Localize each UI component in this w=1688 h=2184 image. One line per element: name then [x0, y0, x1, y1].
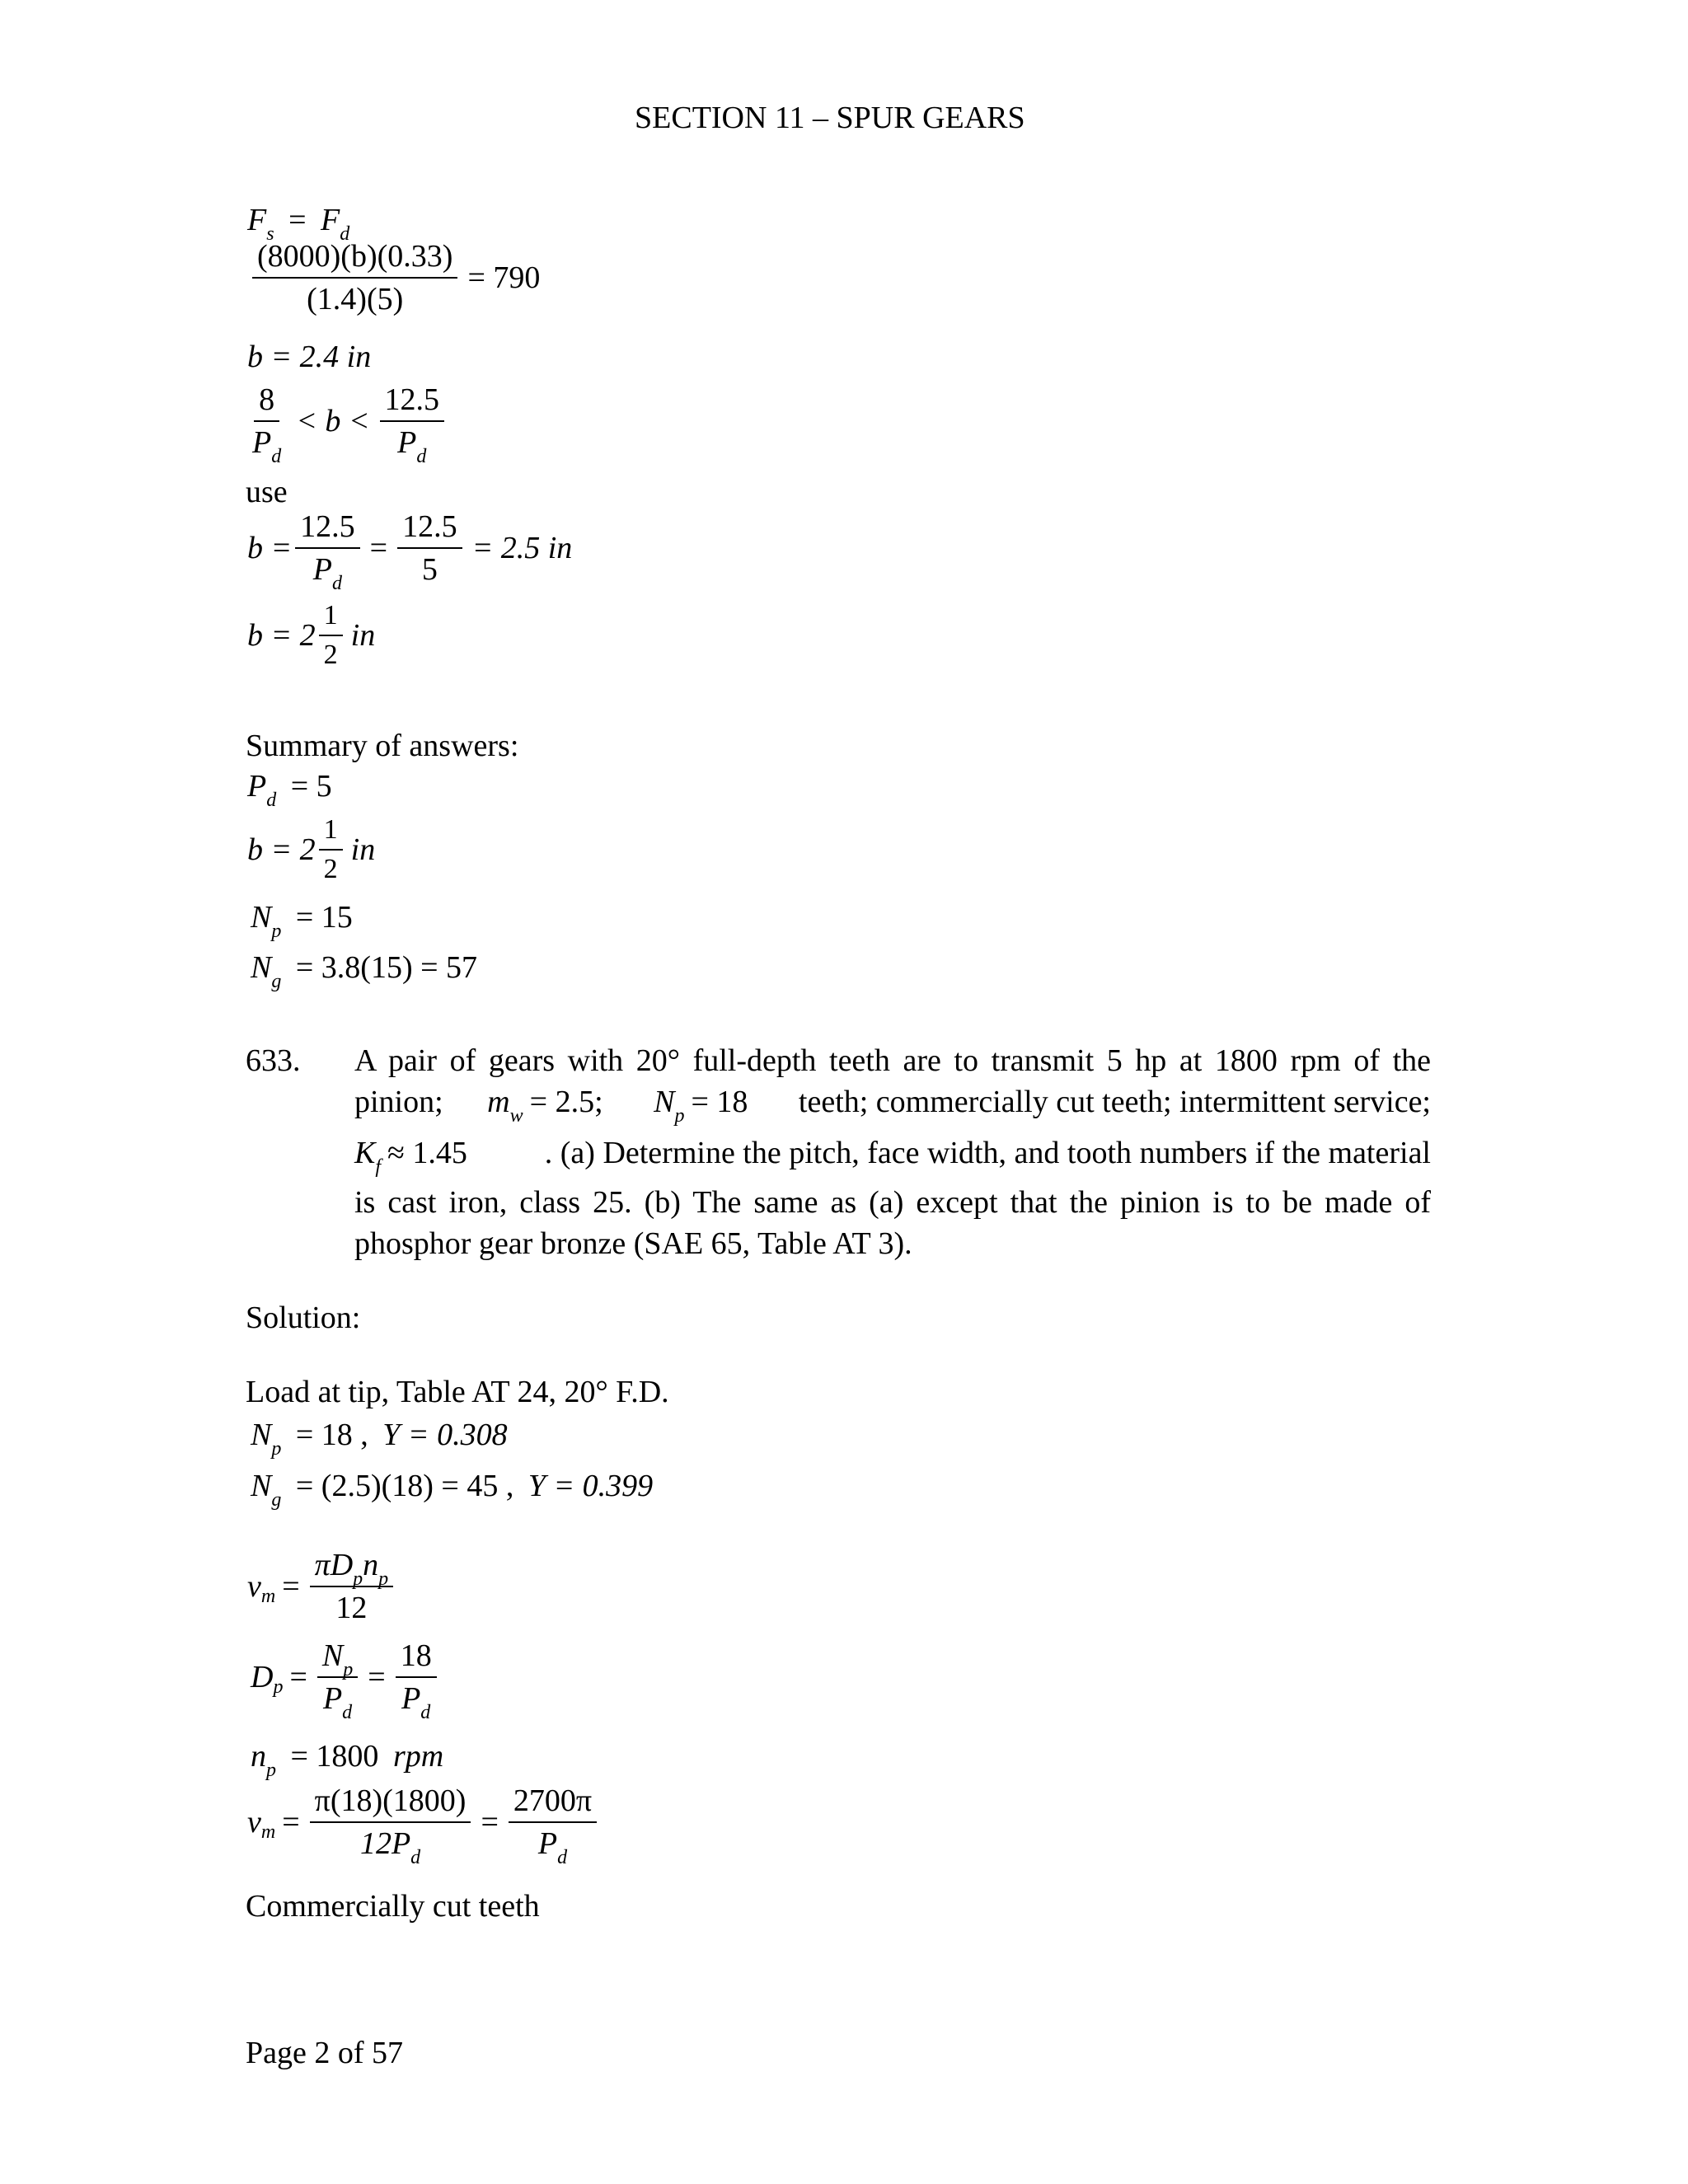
eq-vm: v m = $\frac{\pi D_pn_p}{12}$ [247, 1549, 396, 1624]
solution-np: $N_p = 18$ , Y = 0.308 [251, 1418, 508, 1460]
problem-number: 633. [246, 1043, 301, 1078]
solution-heading: Solution: [246, 1301, 361, 1335]
use-label: use [246, 475, 288, 509]
load-at-tip: Load at tip, Table AT 24, 20° F.D. [246, 1375, 669, 1409]
eq-inequality: $\frac{8}{P_d}$ < b < $\frac{12.5}{P_d}$ [244, 384, 448, 458]
page-header: SECTION 11 – SPUR GEARS [635, 101, 1025, 135]
summary-heading: Summary of answers: [246, 729, 519, 763]
fd-symbol: F [321, 203, 340, 237]
eq-dp: D p = $\frac{N_p}{P_d}$ = $\frac{18}{P_d}$ [251, 1640, 440, 1714]
problem-line-2: pinion; $m_w = 2.5$; $N_p = 18$ teeth; commercially cut teeth; intermittent service; [354, 1085, 1431, 1127]
solution-ng: $N_g = (2.5)(18) = 45$ , Y = 0.399 [251, 1469, 654, 1511]
eq-np-rpm: $n_p = 1800$ rpm [251, 1739, 444, 1781]
page-footer: Page 2 of 57 [246, 2036, 404, 2070]
summary-pd: $P_d = 5$ [247, 769, 332, 811]
eq-fs-fd: $F_s = F_d$ [247, 203, 350, 245]
fs-symbol: F [247, 203, 267, 237]
eq-vm2: v m = $\frac{\pi(18)(1800)}{12P_d}$ = $\frac{2700\pi}{P_d}$ [247, 1785, 600, 1859]
commercially-cut-teeth: Commercially cut teeth [246, 1889, 540, 1924]
summary-b: b = 2 $\frac{1}{2}$ in [247, 814, 376, 884]
eq-fs-expression [249, 241, 546, 315]
summary-ng: $N_g = 3.8(15) = 57$ [251, 950, 478, 992]
problem-line-1: A pair of gears with 20° full-depth teeth are to transmit 5 hp at 1800 rpm of the [354, 1043, 1431, 1078]
problem-line-3: $K_f \approx 1.45$ . (a) Determine the pitch, face width, and tooth numbers if the material [354, 1136, 1431, 1178]
fs-fraction: $\frac{(8000)(b)(0.33)}{(1.4)(5)}$ [252, 241, 457, 315]
problem-line-4: is cast iron, class 25. (b) The same as (a) except that the pinion is to be made of [354, 1185, 1431, 1220]
summary-np: $N_p = 15$ [251, 900, 353, 942]
eq-b-mixed: b = 2 $\frac{1}{2}$ in [247, 600, 376, 670]
problem-line-5: phosphor gear bronze (SAE 65, Table AT 3). [354, 1226, 912, 1261]
eq-b-125: b = $\frac{12.5}{P_d}$ = $\frac{12.5}{5}$ = 2.5 in [247, 509, 573, 594]
rhs-790: = 790 [467, 260, 541, 295]
eq-b-24: b = 2.4 in [247, 340, 372, 374]
